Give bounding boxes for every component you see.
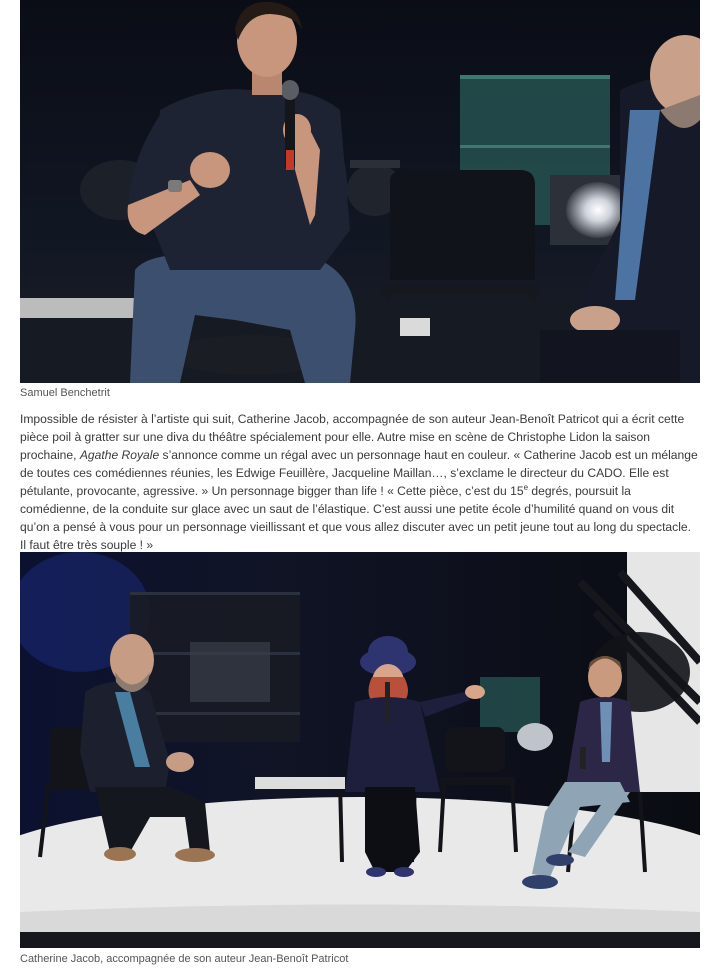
play-title: Agathe Royale bbox=[79, 448, 160, 462]
article-paragraph bbox=[20, 410, 700, 554]
article-text-part-1: Impossible de résister à l’artiste qui suit, Catherine Jacob, accompagnée de son auteur Jean-Benoît Patricot qui a écrit cette pièce poil à gratter sur une diva du théâtre spécialement pour elle. Autre mise en scène de Christophe Lidon la saison prochaine, bbox=[20, 412, 685, 462]
article-text-part-2: s’annonce comme un régal avec un personnage haut en couleur. « Catherine Jacob est un mélange de toutes ces comédiennes réunies, les Edwige Feuillère, Jacqueline Maillan…, s’exclame le directeur du CADO. Elle est pétulante, provocante, agressive. » Un personnage bigger than life ! « Cette pièce, c’est du 15 bbox=[20, 448, 698, 498]
photo-catherine-jacob-and-author bbox=[20, 552, 700, 948]
article-text-part-3: degrés, poursuit la comédienne, de la conduite sur glace avec un saut de l’élastique. C’est aussi une petite école d’humilité quand on vous dit qu’on a pensé à vous pour un personnage vieillissant et que vous allez discuter avec un petit jeune tout au long du spectacle. Il faut être très souple ! » bbox=[20, 484, 691, 552]
photo-1-illustration bbox=[20, 0, 700, 383]
ordinal-superscript: e bbox=[523, 482, 529, 492]
photo-samuel-benchetrit bbox=[20, 0, 700, 383]
photo-caption: Catherine Jacob, accompagnée de son auteur Jean-Benoît Patricot bbox=[20, 953, 349, 965]
photo-caption: Samuel Benchetrit bbox=[20, 387, 110, 399]
photo-2-illustration bbox=[20, 552, 700, 948]
